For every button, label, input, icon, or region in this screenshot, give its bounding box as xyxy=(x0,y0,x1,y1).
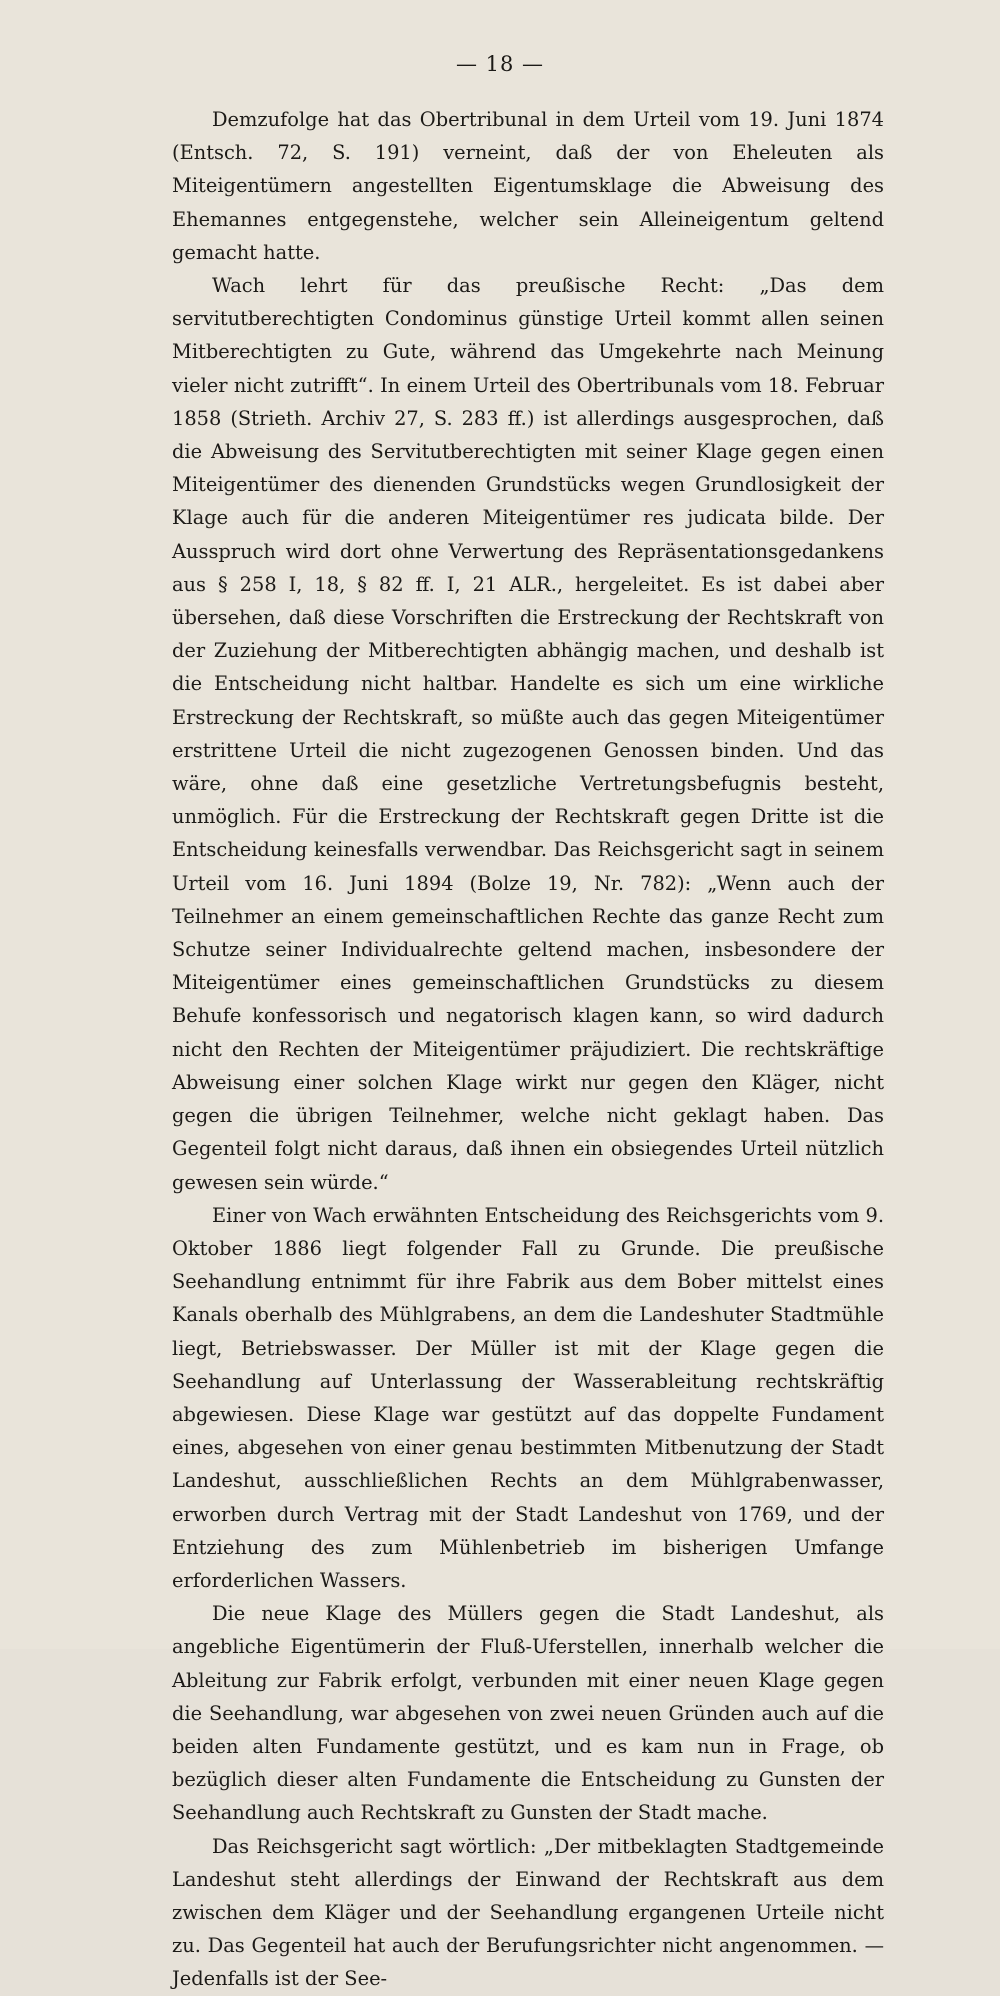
body-text xyxy=(172,103,884,1996)
paragraph: Das Reichsgericht sagt wörtlich: „Der mitbeklagten Stadtgemeinde Landeshut steht allerdings der Einwand der Rechtskraft aus dem zwischen dem Kläger und der Seehandlung ergangenen Urteile nicht zu. Das Gegenteil hat auch der Berufungsrichter nicht angenommen. — Jedenfalls ist der See- xyxy=(172,1834,884,1991)
page-number: — 18 — xyxy=(455,52,545,76)
paragraph: Wach lehrt für das preußische Recht: „Das dem servitutberechtigten Condominus günstige Urteil kommt allen seinen Mitberechtigten zu Gute, während das Umgekehrte nach Meinung vieler nicht zutrifft“. In einem Urteil des Obertribunals vom 18. Februar 1858 (Strieth. Archiv 27, S. 283 ff.) ist allerdings ausgesprochen, daß die Abweisung des Servitutberechtigten mit seiner Klage gegen einen Miteigentümer des dienenden Grundstücks wegen Grundlosigkeit der Klage auch für die anderen Miteigentümer res judicata bilde. Der Ausspruch wird dort ohne Verwertung des Repräsentationsgedankens aus § 258 I, 18, § 82 ff. I, 21 ALR., hergeleitet. Es ist dabei aber übersehen, daß diese Vorschriften die Erstreckung der Rechtskraft von der Zuziehung der Mitberechtigten abhängig machen, und deshalb ist die Entscheidung nicht haltbar. Handelte es sich um eine wirkliche Erstreckung der Rechtskraft, so müßte auch das gegen Miteigentümer erstrittene Urteil die nicht zugezogenen Genossen binden. Und das wäre, ohne daß eine gesetzliche Vertretungsbefugnis besteht, unmöglich. Für die Erstreckung der Rechtskraft gegen Dritte ist die Entscheidung keinesfalls verwendbar. Das Reichsgericht sagt in seinem Urteil vom 16. Juni 1894 (Bolze 19, Nr. 782): „Wenn auch der Teilnehmer an einem gemeinschaftlichen Rechte das ganze Recht zum Schutze seiner Individualrechte geltend machen, insbesondere der Miteigentümer eines gemeinschaftlichen Grundstücks zu diesem Behufe konfessorisch und negatorisch klagen kann, so wird dadurch nicht den Rechten der Miteigentümer präjudiziert. Die rechtskräftige Abweisung einer solchen Klage wirkt nur gegen den Kläger, nicht gegen die übrigen Teilnehmer, welche nicht geklagt haben. Das Gegenteil folgt nicht daraus, daß ihnen ein obsiegendes Urteil nützlich gewesen sein würde.“ xyxy=(172,274,884,1194)
paragraph: Die neue Klage des Müllers gegen die Stadt Landeshut, als angebliche Eigentümerin der Fluß-Uferstellen, innerhalb welcher die Ableitung zur Fabrik erfolgt, verbunden mit einer neuen Klage gegen die Seehandlung, war abgesehen von zwei neuen Gründen auch auf die beiden alten Fundamente gestützt, und es kam nun in Frage, ob bezüglich dieser alten Fundamente die Entscheidung zu Gunsten der Seehandlung auch Rechtskraft zu Gunsten der Stadt mache. xyxy=(172,1602,884,1825)
paragraph: Einer von Wach erwähnten Entscheidung des Reichsgerichts vom 9. Oktober 1886 liegt folgender Fall zu Grunde. Die preußische Seehandlung entnimmt für ihre Fabrik aus dem Bober mittelst eines Kanals oberhalb des Mühlgrabens, an dem die Landeshuter Stadtmühle liegt, Betriebswasser. Der Müller ist mit der Klage gegen die Seehandlung auf Unterlassung der Wasserableitung rechtskräftig abgewiesen. Diese Klage war gestützt auf das doppelte Fundament eines, abgesehen von einer genau bestimmten Mitbenutzung der Stadt Landeshut, ausschließlichen Rechts an dem Mühlgrabenwasser, erworben durch Vertrag mit der Stadt Landeshut von 1769, und der Entziehung des zum Mühlenbetrieb im bisherigen Umfange erforderlichen Wassers. xyxy=(172,1203,884,1592)
paragraph: Demzufolge hat das Obertribunal in dem Urteil vom 19. Juni 1874 (Entsch. 72, S. 191) verneint, daß der von Eheleuten als Miteigentümern angestellten Eigentumsklage die Abweisung des Ehemannes entgegenstehe, welcher sein Alleineigentum geltend gemacht hatte. xyxy=(172,108,884,264)
